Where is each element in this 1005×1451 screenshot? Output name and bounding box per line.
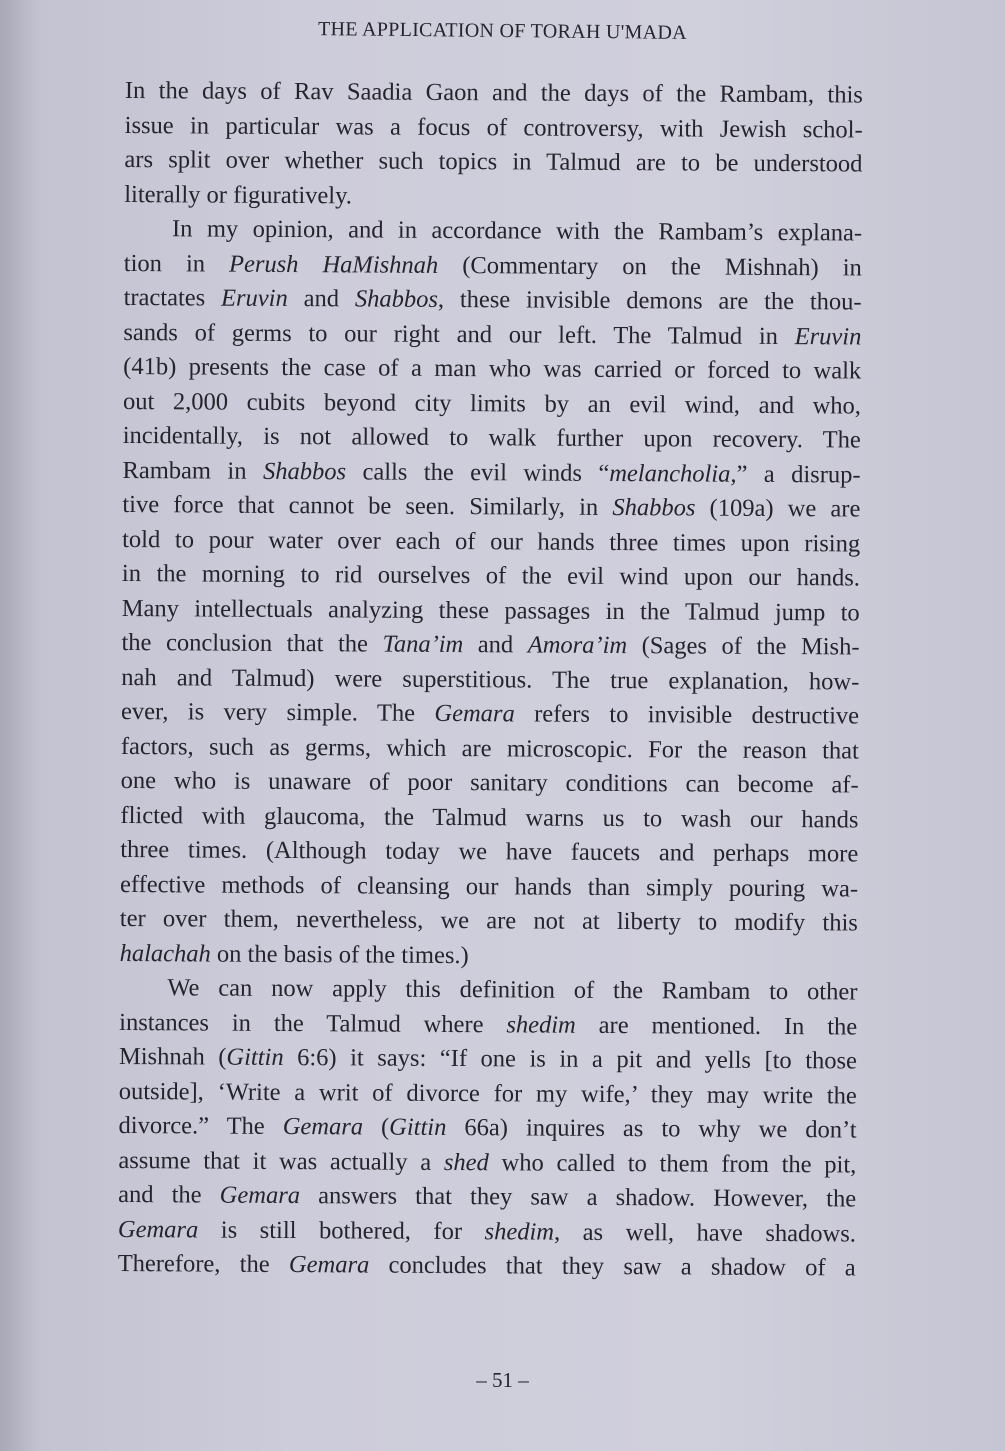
text-line: [120, 798, 858, 837]
text-span: (109a) we are: [695, 494, 861, 523]
text-line: [119, 971, 857, 1010]
text-line: [125, 74, 863, 113]
italic-text: Shabbos: [354, 285, 438, 313]
paragraph: [120, 212, 863, 975]
italic-text: shedim: [484, 1217, 555, 1246]
text-span: assume that it was actually a: [118, 1146, 444, 1176]
italic-text: Gemara: [434, 699, 515, 728]
text-line: [121, 729, 859, 768]
text-span: and: [463, 631, 528, 659]
italic-text: Eruvin: [794, 322, 862, 351]
text-span: are mentioned. In the: [575, 1011, 858, 1040]
text-span: who called to them from the pit,: [488, 1148, 857, 1178]
text-line: [123, 315, 861, 354]
text-span: flicted with glaucoma, the Talmud warns us to wash our hands: [120, 801, 859, 833]
text-line: [122, 591, 860, 630]
text-line: [124, 143, 862, 182]
text-line: [121, 695, 859, 734]
italic-text: Gemara: [288, 1251, 370, 1279]
text-line: [123, 419, 861, 458]
text-span: Many intellectuals analyzing these passages in the Talmud jump to: [121, 594, 860, 626]
text-span: instances in the Talmud where: [119, 1008, 507, 1038]
italic-text: Gittin: [389, 1113, 447, 1141]
text-span: (Commentary on the Mishnah) in: [438, 251, 862, 282]
text-span: told to pour water over each of our hands three times upon rising: [122, 525, 861, 557]
text-line: [122, 453, 860, 492]
text-line: [118, 1109, 856, 1148]
text-span: is still bothered, for: [198, 1215, 485, 1245]
text-line: [118, 1247, 856, 1286]
text-line: [119, 1074, 857, 1113]
text-line: [122, 488, 860, 527]
paragraph: [118, 971, 858, 1286]
text-span: on the basis of the times.): [210, 940, 469, 969]
italic-text: shedim: [506, 1010, 576, 1039]
text-line: [120, 902, 858, 941]
text-span: divorce.” The: [118, 1111, 283, 1140]
text-line: [122, 522, 860, 561]
text-line: [120, 867, 858, 906]
text-span: ever, is very simple. The: [121, 697, 435, 727]
text-span: tion in: [123, 249, 230, 278]
text-span: ter over them, nevertheless, we are not at liberty to modify this: [119, 904, 858, 937]
paragraph: [124, 74, 863, 217]
text-line: [121, 660, 859, 699]
italic-text: Amora’im: [527, 631, 628, 660]
text-span: 66a) inquires as to why we don’t: [446, 1113, 857, 1144]
text-span: nah and Talmud) were superstitious. The true explanation, how-: [121, 663, 860, 695]
text-line: [121, 626, 859, 665]
text-span: sands of germs to our right and our left. The Talmud in: [123, 318, 795, 350]
text-span: effective methods of cleansing our hands than simply pouring wa-: [119, 870, 859, 902]
text-line: [122, 557, 860, 596]
text-span: We can now apply this definition of the Rambam to other: [167, 974, 858, 1006]
italic-text: shed: [443, 1148, 489, 1176]
italic-text: halachah: [119, 939, 211, 968]
italic-text: melancholia,: [609, 459, 737, 488]
text-span: (41b) presents the case of a man who was carried or forced to walk: [123, 352, 862, 385]
text-span: (: [362, 1113, 390, 1141]
text-span: and the: [118, 1180, 220, 1209]
text-span: In the days of Rav Saadia Gaon and the days of the Rambam, this: [124, 76, 863, 109]
text-span: Therefore, the: [117, 1249, 290, 1279]
text-line: [118, 1212, 856, 1251]
page-body: [118, 74, 863, 1286]
text-span: answers that they saw a shadow. However, the: [299, 1182, 857, 1213]
text-span: and: [287, 284, 355, 313]
text-span: tive force that cannot be seen. Similarly, in: [122, 490, 613, 521]
text-line: [118, 1178, 856, 1217]
text-span: refers to invisible destructive: [514, 700, 860, 730]
text-span: Mishnah (: [118, 1042, 227, 1071]
text-line: [120, 936, 858, 975]
text-span: factors, such as germs, which are microscopic. For the reason that: [120, 732, 859, 764]
text-line: [125, 108, 863, 147]
italic-text: Tana’im: [382, 630, 464, 659]
text-span: incidentally, is not allowed to walk further upon recovery. The: [122, 421, 861, 454]
italic-text: Perush HaMishnah: [228, 250, 439, 279]
running-header: THE APPLICATION OF TORAH U'MADA: [317, 18, 688, 44]
italic-text: Gemara: [282, 1112, 364, 1141]
text-span: three times. (Although today we have faucets and perhaps more: [120, 835, 859, 868]
text-span: ” a disrup-: [736, 460, 861, 489]
text-span: the conclusion that the: [121, 628, 383, 658]
text-span: in the morning to rid ourselves of the evil wind upon our hands.: [121, 559, 861, 592]
page-number: – 51 –: [476, 1368, 529, 1392]
text-span: In my opinion, and in accordance with the Rambam’s explana-: [171, 215, 863, 247]
text-span: tractates: [123, 283, 222, 312]
italic-text: Gemara: [117, 1215, 199, 1243]
text-span: outside], ‘Write a writ of divorce for my wife,’ they may write the: [118, 1077, 857, 1109]
italic-text: Eruvin: [221, 284, 288, 312]
text-span: concludes that they saw a shadow of a: [369, 1251, 856, 1282]
text-span: issue in particular was a focus of controversy, with Jewish schol-: [124, 111, 863, 144]
text-line: [119, 1040, 857, 1079]
text-span: one who is unaware of poor sanitary conditions can become af-: [120, 766, 859, 799]
italic-text: Shabbos: [612, 493, 696, 522]
text-span: , these invisible demons are the thou-: [437, 285, 862, 316]
text-line: [121, 764, 859, 803]
italic-text: Shabbos: [262, 457, 347, 485]
text-line: [124, 177, 862, 216]
text-line: [118, 1143, 856, 1182]
text-line: [124, 246, 862, 285]
text-span: ars split over whether such topics in Talmud are to be understood: [124, 145, 863, 178]
italic-text: Gittin: [226, 1043, 284, 1071]
text-span: (Sages of the Mish-: [627, 632, 860, 661]
italic-text: Gemara: [219, 1181, 301, 1210]
text-line: [123, 384, 861, 423]
text-span: Rambam in: [122, 456, 264, 485]
text-line: [119, 1005, 857, 1044]
text-span: calls the evil winds “: [345, 457, 610, 487]
text-span: 6:6) it says: “If one is in a pit and yells [to those: [283, 1043, 858, 1075]
text-span: , as well, have shadows.: [553, 1218, 857, 1247]
text-span: out 2,000 cubits beyond city limits by an evil wind, and who,: [122, 387, 862, 420]
text-line: [124, 212, 862, 251]
text-line: [120, 833, 858, 872]
text-line: [123, 350, 861, 389]
text-span: literally or figuratively.: [124, 180, 353, 209]
text-line: [124, 281, 862, 320]
